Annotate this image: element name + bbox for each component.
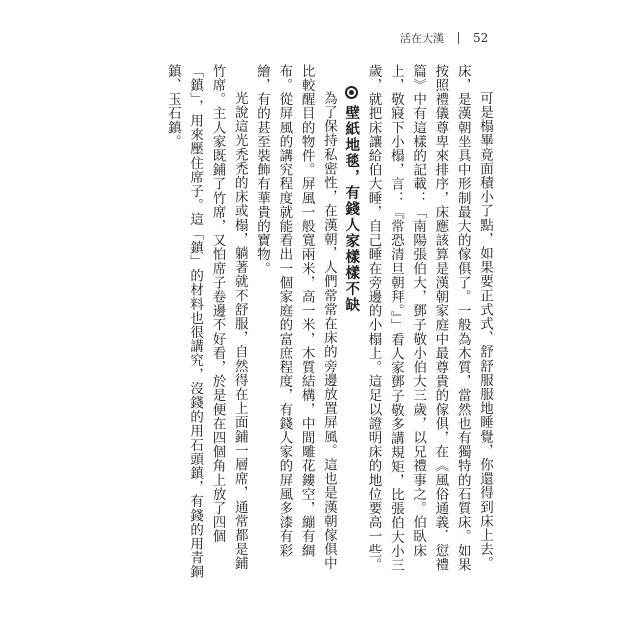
paragraph-screen: 為了保持私密性，在漢朝，人們常常在床的旁邊放置屏風。這也是漢朝傢俱中比較醒目的物件。屏風一般寬兩米，高一米，木質結構，中間雕花鏤空，繃有綢布。從屏風的講究程度就能看出一個家庭的富庶程度，有錢人家的屏風多漆有彩繪，有的甚至裝飾有華貴的寶物。 — [254, 64, 337, 571]
page-number: 52 — [473, 31, 489, 45]
running-title: 活在大漢 — [400, 32, 444, 45]
paragraph-mat: 光說這光禿禿的床或榻，躺著就不舒服，自然得在上面鋪一層席，通常都是鋪竹席。主人家既鋪了竹席，又怕席子卷邊不好看，於是便在四個角上放了四個「鎮」，用來壓住席子。這「鎮」的材料也很講究，沒錢的用石頭鎮，有錢的用青銅鎮、玉石鎮。 — [164, 64, 248, 579]
header-divider — [458, 32, 459, 44]
section-heading-text: 壁紙地毯，有錢人家樣樣不缺 — [343, 105, 361, 313]
body-text — [136, 64, 496, 584]
paragraph-bed: 可是榻畢竟面積小了點，如果要正式式、舒舒服服地睡覺，你還得到床上去。床，是漢朝坐具中形制最大的傢俱了。一般為木質，當然也有獨特的石質床。如果按照禮儀尊卑來排序，床應該算是漢朝家庭中最尊貴的傢俱，在《風俗通義．愆禮篇》中有這樣的記載：「南陽張伯大，鄧子敬小伯大三歲，以兄禮事之。伯臥床上，敬寢下小榻，言：『常恐清旦朝拜。』」看人家鄧子敬多講規矩，比張伯大小三歲，就把床讓給伯大睡，自己睡在旁邊的小榻上。這足以證明床的地位要高一些。 — [365, 64, 493, 573]
page-header — [400, 30, 488, 46]
section-heading — [340, 86, 362, 562]
target-bullet-icon — [345, 86, 358, 99]
